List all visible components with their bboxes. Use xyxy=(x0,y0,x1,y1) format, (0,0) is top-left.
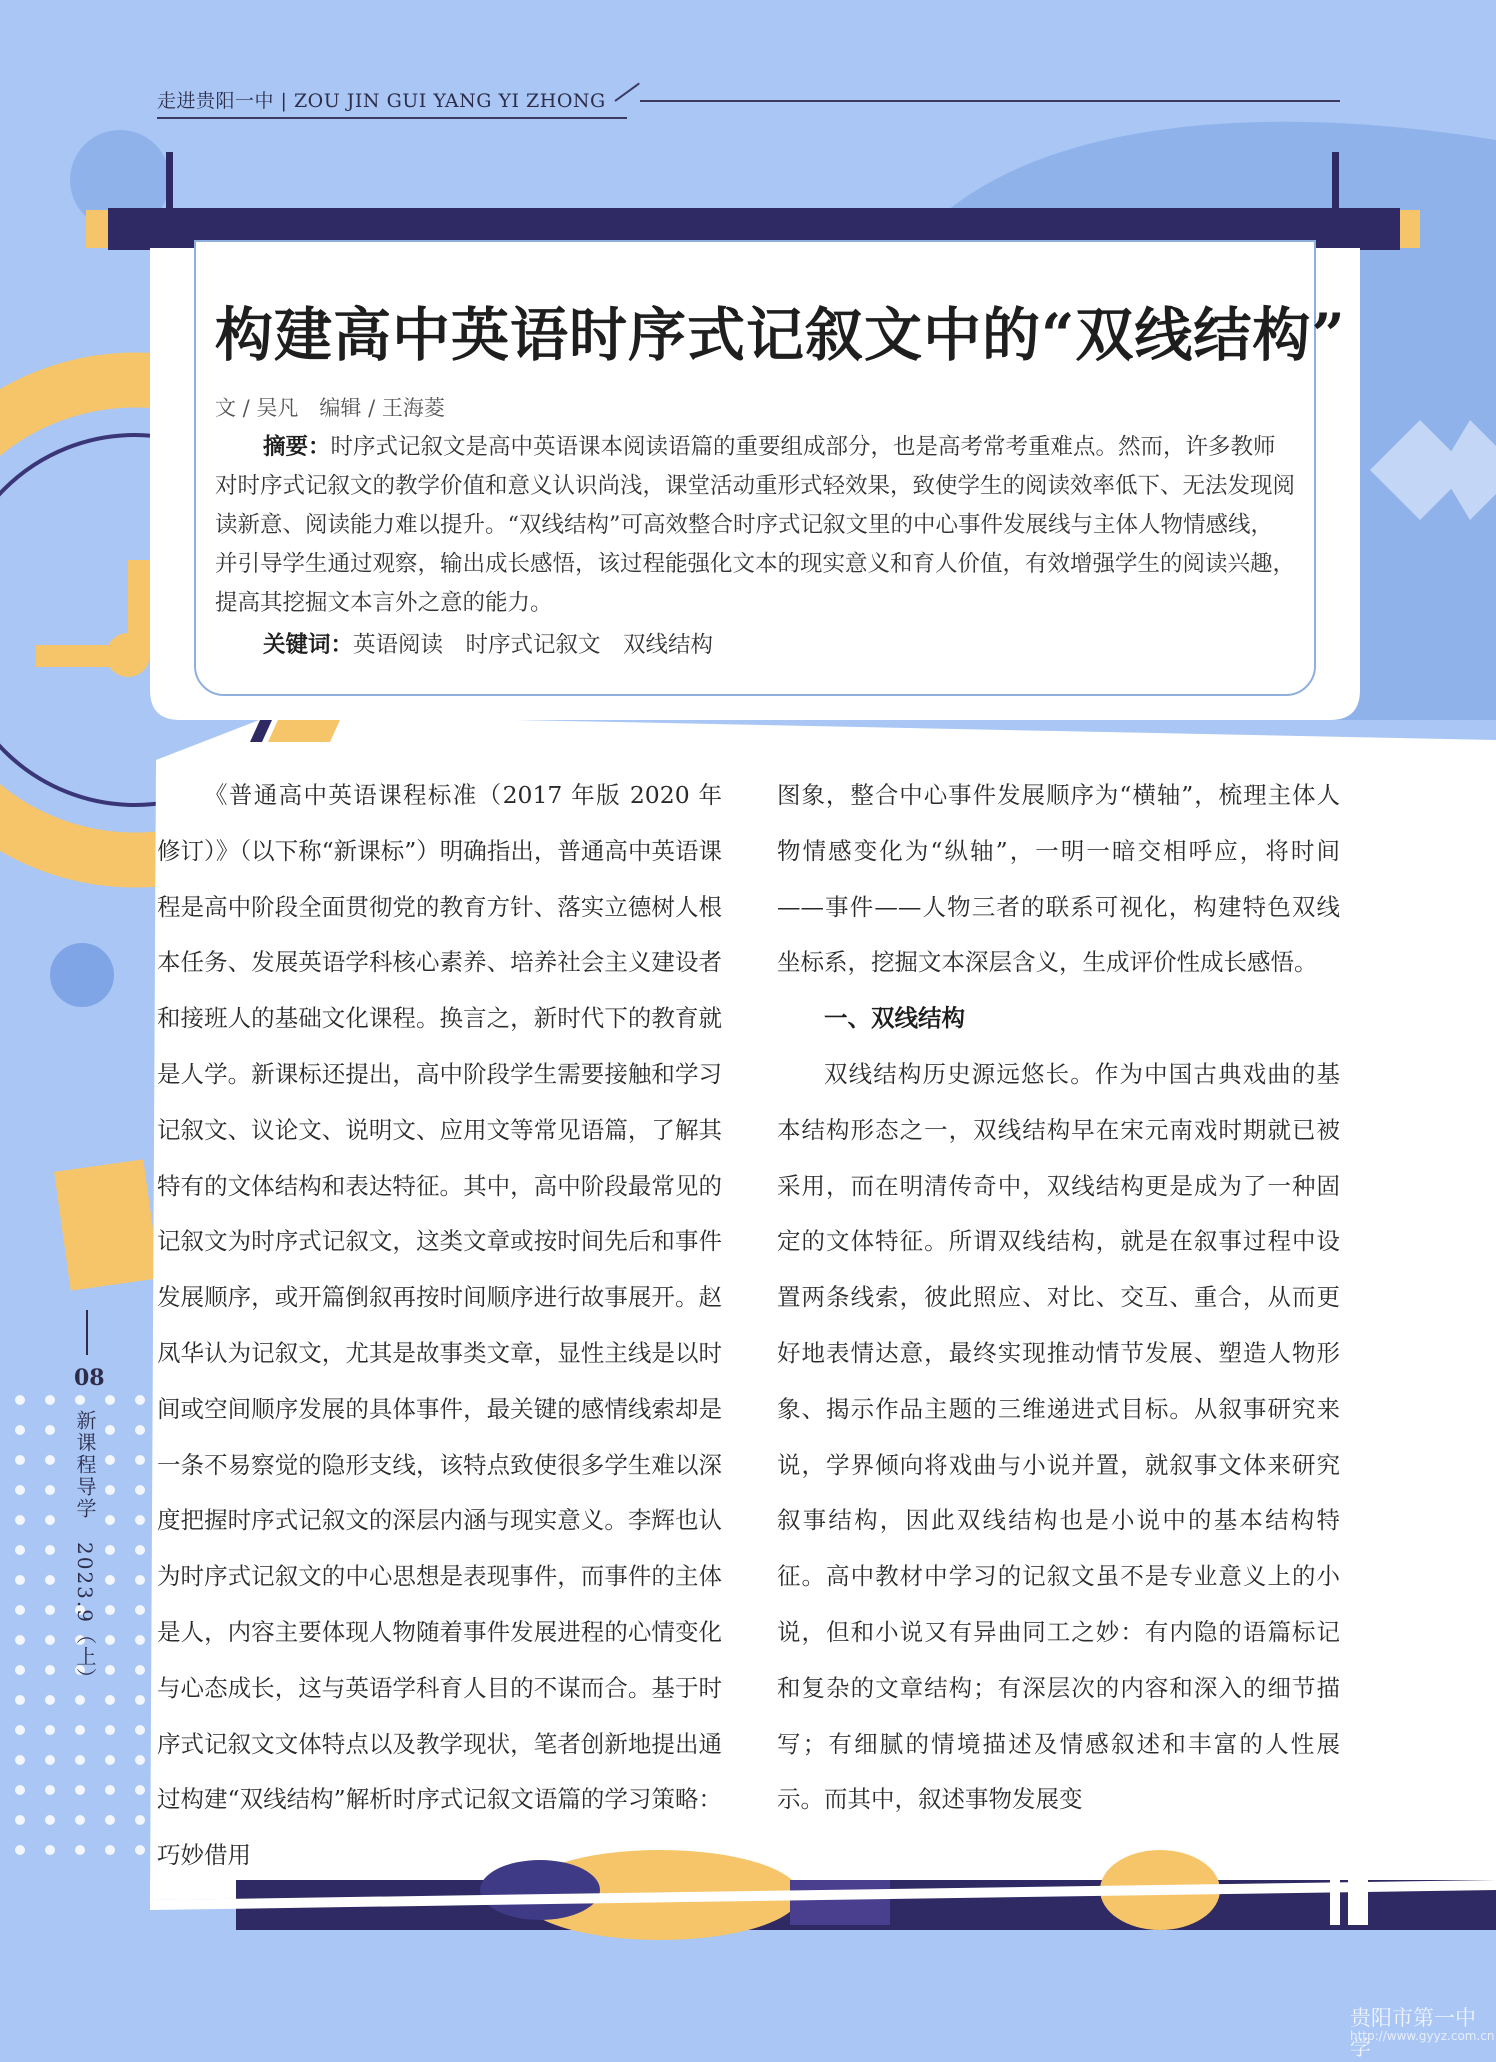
body-column-left xyxy=(157,768,722,1884)
body-paragraph: 《普通高中英语课程标准（2017 年版 2020 年修订）》（以下称“新课标”）明确指出，普通高中英语课程是高中阶段全面贯彻党的教育方针、落实立德树人根本任务、发展英语学科核心素养、培养社会主义建设者和接班人的基础文化课程。换言之，新时代下的教育就是人学。新课标还提出，高中阶段学生需要接触和学习记叙文、议论文、说明文、应用文等常见语篇，了解其特有的文体结构和表达特征。其中，高中阶段最常见的记叙文为时序式记叙文，这类文章或按时间先后和事件发展顺序，或开篇倒叙再按时间顺序进行故事展开。赵凤华认为记叙文，尤其是故事类文章，显性主线是以时间或空间顺序发展的具体事件，最关键的感情线索却是一条不易察觉的隐形支线，该特点致使很多学生难以深度把握时序式记叙文的深层内涵与现实意义。李辉也认为时序式记叙文的中心思想是表现事件，而事件的主体是人，内容主要体现人物随着事件发展进程的心情变化与心态成长，这与英语学科育人目的不谋而合。基于时序式记叙文文体特点以及教学现状，笔者创新地提出通过构建“双线结构”解析时序式记叙文语篇的学习策略：巧妙借用 xyxy=(157,781,722,1870)
body-paragraph: 图象，整合中心事件发展顺序为“横轴”，梳理主体人物情感变化为“纵轴”，一明一暗交相呼应，将时间——事件——人物三者的联系可视化，构建特色双线坐标系，挖掘文本深层含义，生成评价性成长感悟。 xyxy=(777,781,1340,977)
running-head-rule xyxy=(157,117,627,119)
body-paragraph: 双线结构历史源远悠长。作为中国古典戏曲的基本结构形态之一，双线结构早在宋元南戏时期就已被采用，而在明清传奇中，双线结构更是成为了一种固定的文体特征。所谓双线结构，就是在叙事过程中设置两条线索，彼此照应、对比、交互、重合，从而更好地表情达意，最终实现推动情节发展、塑造人物形象、揭示作品主题的三维递进式目标。从叙事研究来说，学界倾向将戏曲与小说并置，就叙事文体来研究叙事结构，因此双线结构也是小说中的基本结构特征。高中教材中学习的记叙文虽不是专业意义上的小说，但和小说又有异曲同工之妙：有内隐的语篇标记和复杂的文章结构；有深层次的内容和深入的细节描写；有细腻的情境描述及情感叙述和丰富的人性展示。而其中，叙述事物发展变 xyxy=(777,1059,1340,1814)
watermark-name: 贵阳市第一中学 xyxy=(1350,2006,1476,2060)
article-title: 构建高中英语时序式记叙文中的“双线结构” xyxy=(215,301,1346,369)
article-byline: 文 / 吴凡 编辑 / 王海菱 xyxy=(215,396,445,420)
section-heading: 一、双线结构 xyxy=(824,1004,965,1033)
running-head-rule-right xyxy=(640,100,1340,102)
article-keywords xyxy=(263,627,713,659)
abstract-text: 时序式记叙文是高中英语课本阅读语篇的重要组成部分，也是高考常考重难点。然而，许多教师对时序式记叙文的教学价值和意义认识尚浅，课堂活动重形式轻效果，致使学生的阅读效率低下、无法发现阅读新意、阅读能力难以提升。“双线结构”可高效整合时序式记叙文里的中心事件发展线与主体人物情感线，并引导学生通过观察，输出成长感悟，该过程能强化文本的现实意义和育人价值，有效增强学生的阅读兴趣，提高其挖掘文本言外之意的能力。 xyxy=(215,434,1296,616)
page-number: 08 xyxy=(74,1365,105,1391)
running-head: 走进贵阳一中 | ZOU JIN GUI YANG YI ZHONG xyxy=(157,90,606,112)
article-abstract xyxy=(215,428,1295,623)
journal-issue: 新课程导学 2023.9（上） xyxy=(73,1410,97,1690)
body-column-right xyxy=(777,768,1340,1828)
keywords-text: 英语阅读 时序式记叙文 双线结构 xyxy=(353,632,714,658)
folio-rule xyxy=(86,1310,88,1355)
keywords-label: 关键词： xyxy=(263,632,354,658)
abstract-label: 摘要： xyxy=(263,434,331,460)
watermark-url: http://www.gyyz.com.cn xyxy=(1350,2029,1495,2043)
